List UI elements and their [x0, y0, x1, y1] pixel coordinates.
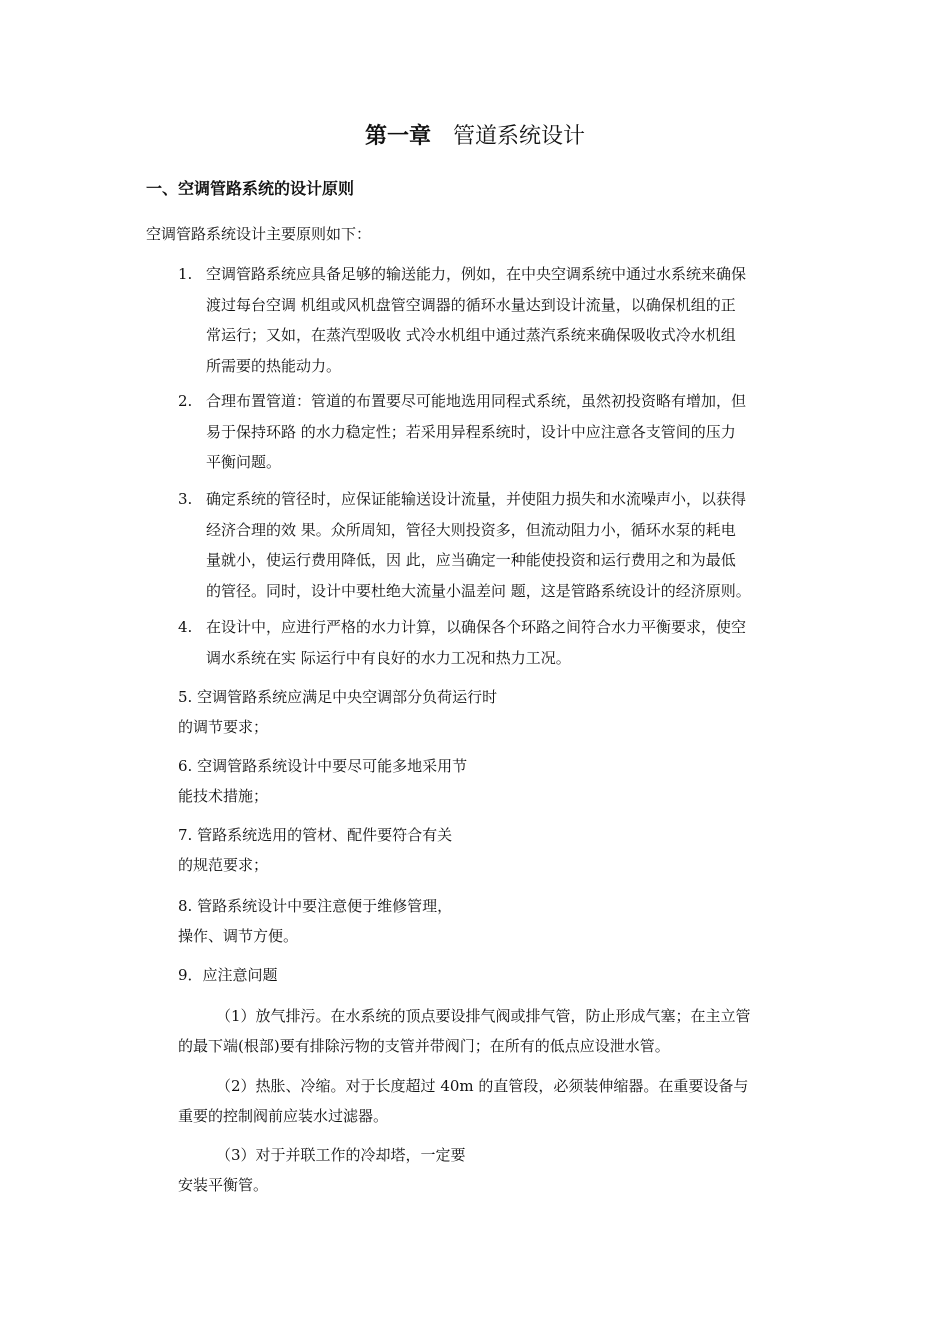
note-line: （1）放气排污。在水系统的顶点要设排气阀或排气管，防止形成气塞；在主立管 — [216, 1007, 751, 1025]
item-line: 易于保持环路 的水力稳定性；若采用异程系统时，设计中应注意各支管间的压力 — [206, 422, 736, 441]
note-line: 的最下端(根部)要有排除污物的支管并带阀门；在所有的低点应设泄水管。 — [178, 1037, 670, 1055]
item-line: 量就小，使运行费用降低，因 此，应当确定一种能使投资和运行费用之和为最低 — [206, 551, 736, 569]
item-line: 操作、调节方便。 — [178, 927, 299, 945]
page-title — [0, 120, 950, 153]
item-line: 6. 空调管路系统设计中要尽可能多地采用节 — [178, 757, 468, 775]
chapter-title: 管道系统设计 — [453, 124, 586, 149]
note-3 — [178, 1140, 810, 1200]
section-heading: 一、空调管路系统的设计原则 — [146, 179, 355, 198]
principle-item-9 — [178, 960, 278, 990]
note-line: 安装平衡管。 — [178, 1176, 269, 1194]
principle-item-1 — [178, 259, 810, 381]
item-line: 常运行；又如，在蒸汽型吸收 式冷水机组中通过蒸汽系统来确保吸收式冷水机组 — [206, 326, 736, 344]
principle-item-7 — [178, 820, 452, 880]
item-line: 的规范要求； — [178, 856, 269, 874]
item-line: 确定系统的管径时，应保证能输送设计流量，并使阻力损失和水流噪声小，以获得 — [206, 490, 747, 508]
item-number: 3. — [178, 490, 193, 508]
item-line: 空调管路系统应具备足够的输送能力，例如，在中央空调系统中通过水系统来确保 — [206, 265, 747, 283]
principle-item-4 — [178, 612, 810, 673]
item-line: 调水系统在实 际运行中有良好的水力工况和热力工况。 — [206, 648, 571, 667]
note-line: （3）对于并联工作的冷却塔，一定要 — [216, 1146, 466, 1164]
principle-item-8 — [178, 891, 452, 951]
intro-text: 空调管路系统设计主要原则如下： — [146, 225, 372, 243]
principle-item-5 — [178, 682, 497, 742]
item-number: 2. — [178, 392, 193, 410]
note-1 — [178, 1001, 810, 1061]
item-line: 在设计中，应进行严格的水力计算，以确保各个环路之间符合水力平衡要求，使空 — [206, 618, 747, 636]
item-line: 所需要的热能动力。 — [206, 356, 342, 375]
item-line: 5. 空调管路系统应满足中央空调部分负荷运行时 — [178, 688, 498, 706]
principle-item-6 — [178, 751, 467, 811]
item-line: 的管径。同时，设计中要杜绝大流量小温差问 题，这是管路系统设计的经济原则。 — [206, 581, 751, 600]
note-line: 重要的控制阀前应装水过滤器。 — [178, 1107, 389, 1125]
item-number: 1. — [178, 265, 193, 283]
item-line: 8. 管路系统设计中要注意便于维修管理， — [178, 897, 453, 915]
item-line: 渡过每台空调 机组或风机盘管空调器的循环水量达到设计流量，以确保机组的正 — [206, 295, 736, 314]
item-line: 9．应注意问题 — [178, 966, 278, 984]
item-line: 合理布置管道：管道的布置要尽可能地选用同程式系统，虽然初投资略有增加，但 — [206, 392, 747, 410]
item-line: 7. 管路系统选用的管材、配件要符合有关 — [178, 826, 453, 844]
note-2 — [178, 1071, 810, 1131]
item-line: 能技术措施； — [178, 787, 269, 805]
note-line: （2）热胀、冷缩。对于长度超过 40m 的直管段，必须装伸缩器。在重要设备与 — [216, 1077, 749, 1095]
principle-item-3 — [178, 484, 810, 606]
chapter-number: 第一章 — [364, 123, 431, 149]
principle-item-2 — [178, 386, 810, 478]
item-number: 4. — [178, 618, 193, 636]
item-line: 平衡问题。 — [206, 453, 282, 471]
item-line: 的调节要求； — [178, 718, 269, 736]
item-line: 经济合理的效 果。众所周知，管径大则投资多，但流动阻力小，循环水泵的耗电 — [206, 520, 736, 539]
